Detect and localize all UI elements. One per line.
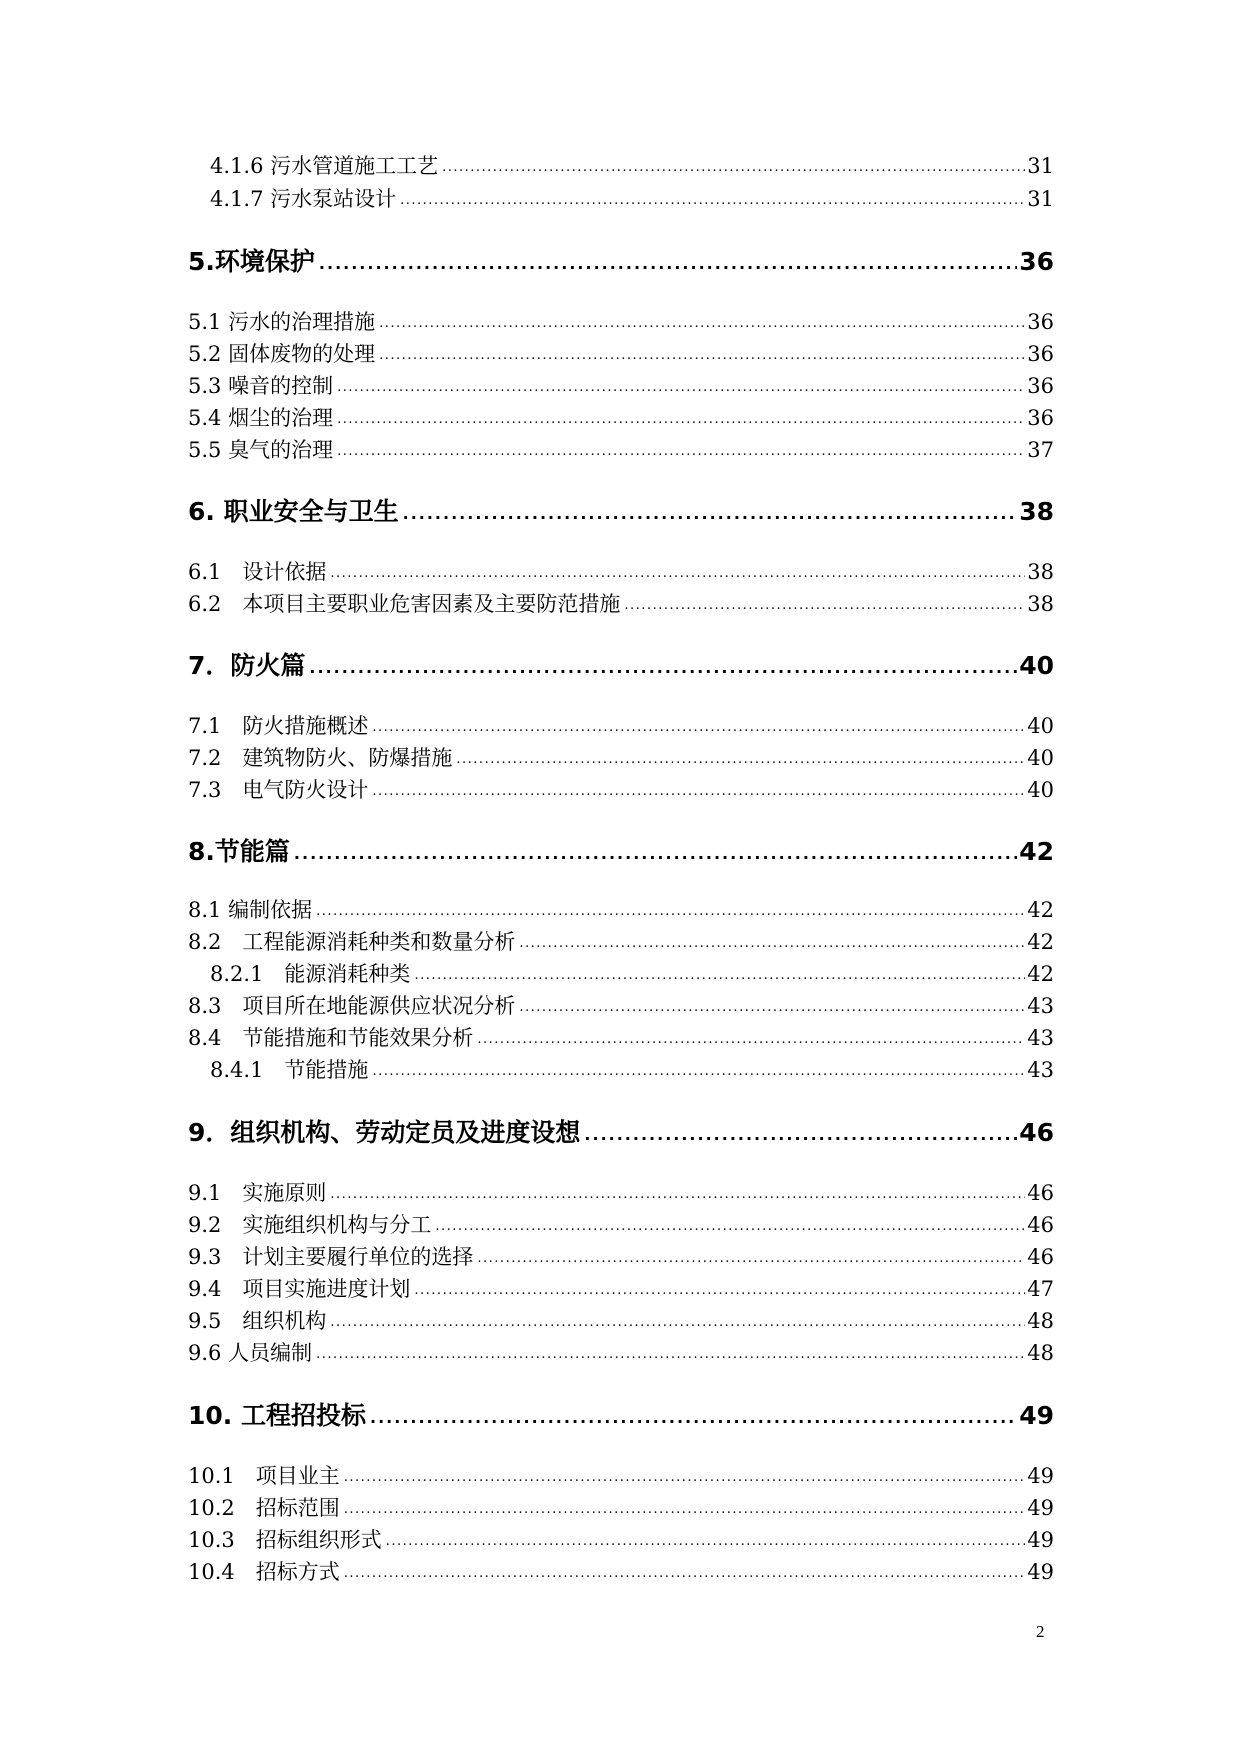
toc-entry-label: 6.2 本项目主要职业危害因素及主要防范措施 xyxy=(188,592,621,616)
toc-entry-label: 9.6 人员编制 xyxy=(188,1341,313,1365)
toc-entry-page-number: 40 xyxy=(1027,778,1054,802)
toc-chapter-entry[interactable] xyxy=(188,1396,1054,1432)
toc-entry-page-number: 31 xyxy=(1027,154,1054,178)
toc-section-entry[interactable] xyxy=(188,338,1054,368)
toc-leader-dots xyxy=(337,372,1025,393)
toc-entry-label: 4.1.7 污水泵站设计 xyxy=(210,187,397,211)
toc-leader-dots xyxy=(414,1275,1025,1296)
toc-entry-label: 7.3 电气防火设计 xyxy=(188,778,369,802)
toc-leader-dots xyxy=(372,776,1025,797)
toc-entry-label: 7.1 防火措施概述 xyxy=(188,714,369,738)
toc-entry-label: 8.2.1 能源消耗种类 xyxy=(210,962,411,986)
toc-leader-dots xyxy=(344,1558,1026,1579)
toc-entry-page-number: 42 xyxy=(1027,930,1054,954)
toc-entry-page-number: 49 xyxy=(1019,1401,1054,1430)
toc-entry-label: 10.1 项目业主 xyxy=(188,1464,340,1488)
toc-chapter-entry[interactable] xyxy=(188,1113,1054,1149)
toc-section-entry[interactable] xyxy=(188,588,1054,618)
toc-leader-dots xyxy=(403,495,1018,520)
toc-entry-label: 8.4.1 节能措施 xyxy=(210,1058,369,1082)
toc-entry-page-number: 46 xyxy=(1027,1245,1054,1269)
toc-leader-dots xyxy=(519,928,1025,949)
toc-entry-page-number: 38 xyxy=(1019,497,1054,526)
toc-entry-page-number: 36 xyxy=(1027,342,1054,366)
toc-entry-label: 7．防火篇 xyxy=(188,651,306,680)
toc-chapter-entry[interactable] xyxy=(188,242,1054,278)
toc-entry-label: 5.2 固体废物的处理 xyxy=(188,342,376,366)
toc-leader-dots xyxy=(584,1116,1017,1141)
toc-leader-dots xyxy=(386,1526,1026,1547)
toc-leader-dots xyxy=(316,1339,1025,1360)
toc-chapter-entry[interactable] xyxy=(188,492,1054,528)
toc-entry-page-number: 46 xyxy=(1027,1213,1054,1237)
toc-leader-dots xyxy=(370,1399,1017,1424)
toc-entry-page-number: 42 xyxy=(1027,962,1054,986)
toc-leader-dots xyxy=(344,1462,1026,1483)
toc-leader-dots xyxy=(519,992,1025,1013)
toc-chapter-entry[interactable] xyxy=(188,832,1054,868)
toc-leader-dots xyxy=(372,712,1025,733)
toc-section-entry[interactable] xyxy=(188,402,1054,432)
toc-section-entry[interactable] xyxy=(188,556,1054,586)
toc-entry-label: 5.4 烟尘的治理 xyxy=(188,406,334,430)
toc-entry-label: 8.3 项目所在地能源供应状况分析 xyxy=(188,994,516,1018)
toc-entry-label: 5.3 噪音的控制 xyxy=(188,374,334,398)
toc-section-entry[interactable] xyxy=(188,742,1054,772)
toc-section-entry[interactable] xyxy=(188,958,1054,988)
toc-section-entry[interactable] xyxy=(188,926,1054,956)
toc-entry-label: 5.5 臭气的治理 xyxy=(188,438,334,462)
toc-entry-label: 10.4 招标方式 xyxy=(188,1560,340,1584)
toc-entry-page-number: 40 xyxy=(1027,746,1054,770)
toc-section-entry[interactable] xyxy=(188,1524,1054,1554)
toc-entry-page-number: 47 xyxy=(1027,1277,1054,1301)
toc-section-entry[interactable] xyxy=(188,1273,1054,1303)
toc-section-entry[interactable] xyxy=(188,370,1054,400)
toc-leader-dots xyxy=(477,1243,1025,1264)
toc-section-entry[interactable] xyxy=(188,150,1054,180)
toc-entry-page-number: 43 xyxy=(1027,994,1054,1018)
toc-leader-dots xyxy=(309,649,1017,674)
toc-leader-dots xyxy=(330,1179,1025,1200)
toc-leader-dots xyxy=(456,744,1025,765)
toc-leader-dots xyxy=(477,1024,1025,1045)
toc-leader-dots xyxy=(414,960,1025,981)
toc-entry-page-number: 49 xyxy=(1027,1464,1054,1488)
toc-section-entry[interactable] xyxy=(188,1492,1054,1522)
toc-entry-page-number: 48 xyxy=(1027,1309,1054,1333)
toc-leader-dots xyxy=(379,340,1025,361)
toc-section-entry[interactable] xyxy=(188,1305,1054,1335)
toc-section-entry[interactable] xyxy=(188,1209,1054,1239)
toc-leader-dots xyxy=(435,1211,1025,1232)
toc-entry-page-number: 43 xyxy=(1027,1058,1054,1082)
toc-entry-label: 8.2 工程能源消耗种类和数量分析 xyxy=(188,930,516,954)
toc-entry-page-number: 40 xyxy=(1019,651,1054,680)
toc-entry-label: 8.节能篇 xyxy=(188,837,290,866)
toc-entry-label: 9.5 组织机构 xyxy=(188,1309,327,1333)
toc-leader-dots xyxy=(379,308,1025,329)
toc-entry-page-number: 43 xyxy=(1027,1026,1054,1050)
toc-entry-label: 4.1.6 污水管道施工工艺 xyxy=(210,154,439,178)
toc-entry-page-number: 38 xyxy=(1027,592,1054,616)
toc-leader-dots xyxy=(442,152,1025,173)
toc-entry-page-number: 36 xyxy=(1027,310,1054,334)
toc-leader-dots xyxy=(316,896,1025,917)
toc-leader-dots xyxy=(624,590,1025,611)
toc-leader-dots xyxy=(294,835,1017,860)
toc-entry-page-number: 36 xyxy=(1027,406,1054,430)
toc-entry-page-number: 46 xyxy=(1019,1118,1054,1147)
toc-section-entry[interactable] xyxy=(188,710,1054,740)
toc-entry-page-number: 49 xyxy=(1027,1496,1054,1520)
toc-section-entry[interactable] xyxy=(188,434,1054,464)
toc-entry-label: 8.1 编制依据 xyxy=(188,898,313,922)
toc-section-entry[interactable] xyxy=(188,990,1054,1020)
toc-entry-page-number: 46 xyxy=(1027,1181,1054,1205)
toc-leader-dots xyxy=(330,558,1025,579)
toc-entry-label: 9．组织机构、劳动定员及进度设想 xyxy=(188,1118,581,1147)
toc-section-entry[interactable] xyxy=(188,1241,1054,1271)
toc-entry-label: 6. 职业安全与卫生 xyxy=(188,497,399,526)
toc-entry-page-number: 37 xyxy=(1027,438,1054,462)
toc-entry-page-number: 49 xyxy=(1027,1528,1054,1552)
toc-leader-dots xyxy=(337,404,1025,425)
toc-entry-label: 10.3 招标组织形式 xyxy=(188,1528,382,1552)
toc-entry-label: 8.4 节能措施和节能效果分析 xyxy=(188,1026,474,1050)
toc-section-entry[interactable] xyxy=(188,1337,1054,1367)
toc-entry-label: 9.1 实施原则 xyxy=(188,1181,327,1205)
toc-section-entry[interactable] xyxy=(188,774,1054,804)
toc-section-entry[interactable] xyxy=(188,1556,1054,1586)
toc-section-entry[interactable] xyxy=(188,894,1054,924)
toc-entry-page-number: 31 xyxy=(1027,187,1054,211)
toc-section-entry[interactable] xyxy=(188,1022,1054,1052)
toc-entry-page-number: 42 xyxy=(1027,898,1054,922)
toc-section-entry[interactable] xyxy=(188,306,1054,336)
toc-section-entry[interactable] xyxy=(188,183,1054,213)
toc-entry-label: 5.环境保护 xyxy=(188,247,315,276)
toc-leader-dots xyxy=(330,1307,1025,1328)
toc-section-entry[interactable] xyxy=(188,1054,1054,1084)
toc-entry-label: 7.2 建筑物防火、防爆措施 xyxy=(188,746,453,770)
toc-entry-label: 6.1 设计依据 xyxy=(188,560,327,584)
toc-leader-dots xyxy=(400,185,1025,206)
toc-section-entry[interactable] xyxy=(188,1177,1054,1207)
toc-entry-page-number: 40 xyxy=(1027,714,1054,738)
toc-entry-label: 9.3 计划主要履行单位的选择 xyxy=(188,1245,474,1269)
toc-leader-dots xyxy=(344,1494,1026,1515)
toc-entry-label: 10. 工程招投标 xyxy=(188,1401,366,1430)
toc-leader-dots xyxy=(372,1056,1025,1077)
toc-entry-label: 5.1 污水的治理措施 xyxy=(188,310,376,334)
toc-entry-page-number: 49 xyxy=(1027,1560,1054,1584)
toc-entry-page-number: 42 xyxy=(1019,837,1054,866)
toc-section-entry[interactable] xyxy=(188,1460,1054,1490)
toc-entry-page-number: 38 xyxy=(1027,560,1054,584)
toc-entry-page-number: 48 xyxy=(1027,1341,1054,1365)
toc-entry-page-number: 36 xyxy=(1027,374,1054,398)
toc-chapter-entry[interactable] xyxy=(188,646,1054,682)
toc-leader-dots xyxy=(337,436,1025,457)
toc-entry-page-number: 36 xyxy=(1019,247,1054,276)
toc-entry-label: 10.2 招标范围 xyxy=(188,1496,340,1520)
toc-entry-label: 9.4 项目实施进度计划 xyxy=(188,1277,411,1301)
page-number: 2 xyxy=(1036,1622,1045,1641)
toc-entry-label: 9.2 实施组织机构与分工 xyxy=(188,1213,432,1237)
toc-leader-dots xyxy=(319,245,1017,270)
